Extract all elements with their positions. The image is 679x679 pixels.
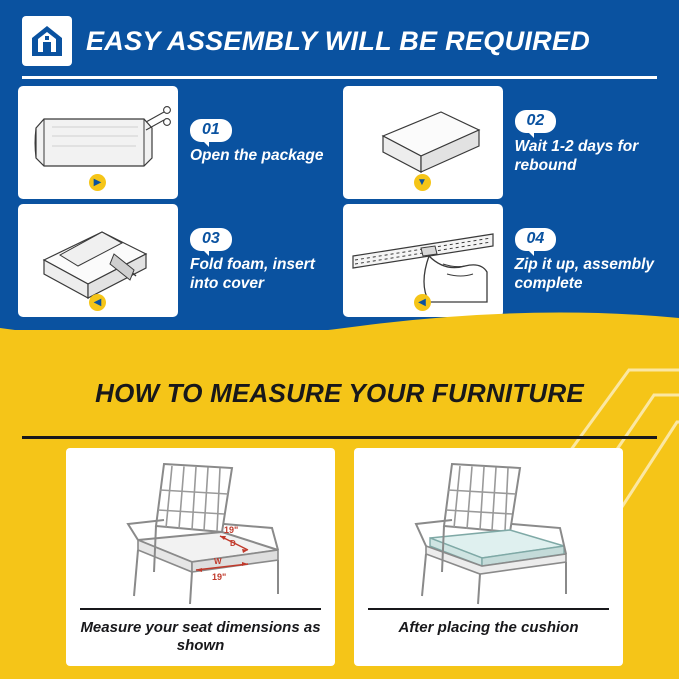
- step-04-number: 04: [515, 228, 557, 251]
- assembly-title: EASY ASSEMBLY WILL BE REQUIRED: [86, 25, 591, 56]
- svg-text:19": 19": [212, 572, 227, 582]
- house-logo-icon: [22, 16, 72, 66]
- measure-card-cushion: [354, 448, 623, 666]
- step-04-label: Zip it up, assembly complete: [514, 256, 655, 292]
- svg-text:D: D: [230, 539, 236, 548]
- header-divider: [22, 76, 657, 79]
- measure-card-dimensions: [66, 448, 335, 666]
- measure-card-2-caption: After placing the cushion: [398, 619, 579, 636]
- assembly-step-01: [18, 86, 337, 199]
- assembly-step-02: [343, 86, 662, 199]
- measure-card-1-caption: Measure your seat dimensions as shown: [80, 619, 321, 654]
- arrow-left-icon: ◀: [414, 294, 431, 311]
- svg-text:W: W: [214, 557, 222, 566]
- step-03-label: Fold foam, insert into cover: [190, 256, 315, 292]
- step-01-number: 01: [190, 119, 232, 142]
- assembly-header: [0, 0, 679, 76]
- measure-cards: [66, 448, 622, 666]
- step-01-label: Open the package: [190, 147, 324, 165]
- measure-title: HOW TO MEASURE YOUR FURNITURE: [95, 378, 584, 408]
- measure-section: [0, 330, 679, 679]
- step-01-text: [178, 86, 337, 199]
- step-02-text: [503, 86, 662, 199]
- assembly-steps-grid: [18, 86, 661, 317]
- package-illustration: [18, 86, 178, 199]
- arrow-down-icon: ▼: [414, 174, 431, 191]
- arrow-left-icon: ◀: [89, 294, 106, 311]
- arrow-right-icon: ▶: [89, 174, 106, 191]
- measure-divider: [22, 436, 657, 439]
- svg-text:19": 19": [224, 525, 239, 535]
- assembly-section: [0, 0, 679, 330]
- chair-dimensions-illustration: [72, 454, 329, 606]
- step-03-number: 03: [190, 228, 232, 251]
- chair-with-cushion-illustration: [360, 454, 617, 606]
- step-02-label: Wait 1-2 days for rebound: [514, 138, 639, 174]
- step-02-number: 02: [515, 110, 557, 133]
- foam-cushion-illustration: [343, 86, 503, 199]
